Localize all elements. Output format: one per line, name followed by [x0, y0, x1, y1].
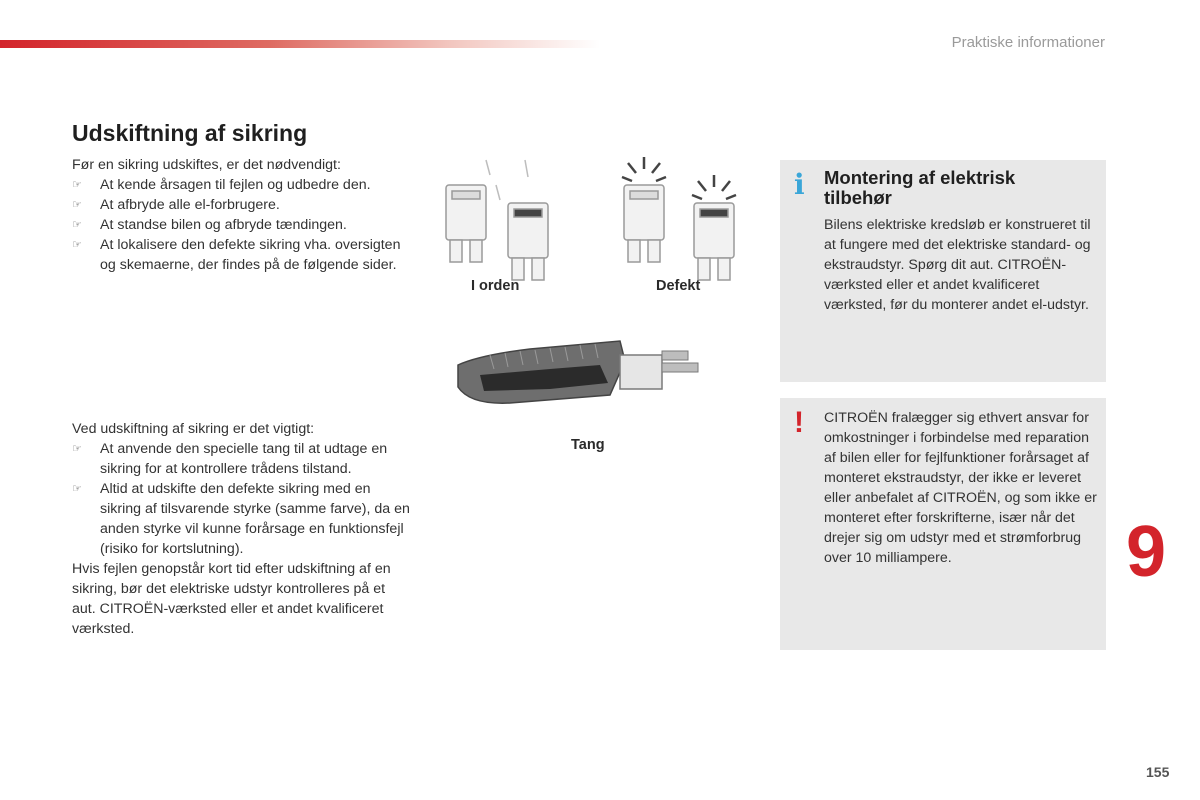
info-box	[780, 160, 1106, 382]
important-bullet-list	[72, 439, 412, 559]
list-item: ☞ At kende årsagen til fejlen og udbedre den.	[72, 177, 371, 193]
pointing-hand-icon: ☞	[72, 179, 82, 191]
intro-text: Før en sikring udskiftes, er det nødvendigt:	[72, 157, 341, 173]
pointing-hand-icon: ☞	[72, 199, 82, 211]
fuse-defect-front	[624, 185, 664, 262]
page-title: Udskiftning af sikring	[72, 120, 308, 146]
list-item: ☞ At anvende den specielle tang til at udtage en sikring for at kontrollere trådens tilstand.	[72, 441, 388, 477]
fuse-ok-angled	[508, 203, 548, 280]
fuse-illustration	[430, 155, 760, 295]
fuse-ok-caption: I orden	[471, 278, 520, 294]
section-header: Praktiske informationer	[951, 34, 1105, 51]
fuse-defect-angled	[694, 203, 734, 280]
warning-box-text: CITROËN fralægger sig ethvert ansvar for omkostninger i forbindelse med reparation af bilen eller for fejlfunktioner forårsaget af monteret ekstraudstyr, der ikke er leveret eller anbefalet af CITROËN, og som ikke er monteret efter forskrifterne, især når det drejer sig om udstyr med et strømforbrug over 10 milliampere.	[824, 410, 1097, 566]
important-section	[72, 419, 412, 639]
info-box-text: Bilens elektriske kredsløb er konstrueret til at fungere med det elektriske standard- og ekstraudstyr. Spørg dit aut. CITROËN-værksted eller et andet kvalificeret værksted, før du monterer andet el-udstyr.	[824, 217, 1091, 313]
pointing-hand-icon: ☞	[72, 219, 82, 231]
info-icon: i	[794, 168, 805, 201]
fuse-defect-caption: Defekt	[656, 278, 701, 294]
pointing-hand-icon: ☞	[72, 443, 82, 455]
pointing-hand-icon: ☞	[72, 239, 82, 251]
important-intro: Ved udskiftning af sikring er det vigtigt:	[72, 421, 315, 437]
intro-bullet-list	[72, 175, 412, 275]
intro-section	[72, 155, 412, 275]
fuse-puller-illustration	[450, 335, 710, 415]
page-number: 155	[1146, 764, 1170, 780]
list-item: ☞ Altid at udskifte den defekte sikring med en sikring af tilsvarende styrke (samme farve), da en anden styrke vil kunne forårsage en funktionsfejl (risiko for kortslutning).	[72, 481, 410, 557]
warning-box	[780, 398, 1106, 650]
closing-text: Hvis fejlen genopstår kort tid efter udskiftning af en sikring, bør det elektriske udstyr kontrolleres på et aut. CITROËN-værksted eller et andet kvalificeret værksted.	[72, 561, 391, 637]
info-box-title: Montering af elektrisk tilbehør	[824, 167, 1016, 208]
list-item: ☞ At standse bilen og afbryde tændingen.	[72, 217, 347, 233]
warning-icon: !	[794, 406, 804, 439]
chapter-number: 9	[1126, 512, 1167, 592]
pointing-hand-icon: ☞	[72, 483, 82, 495]
header-accent-bar	[0, 40, 600, 48]
fuse-ok-front	[446, 185, 486, 262]
tool-caption: Tang	[571, 437, 605, 453]
list-item: ☞ At afbryde alle el-forbrugere.	[72, 197, 280, 213]
list-item: ☞ At lokalisere den defekte sikring vha. oversigten og skemaerne, der findes på de følgende sider.	[72, 237, 401, 273]
